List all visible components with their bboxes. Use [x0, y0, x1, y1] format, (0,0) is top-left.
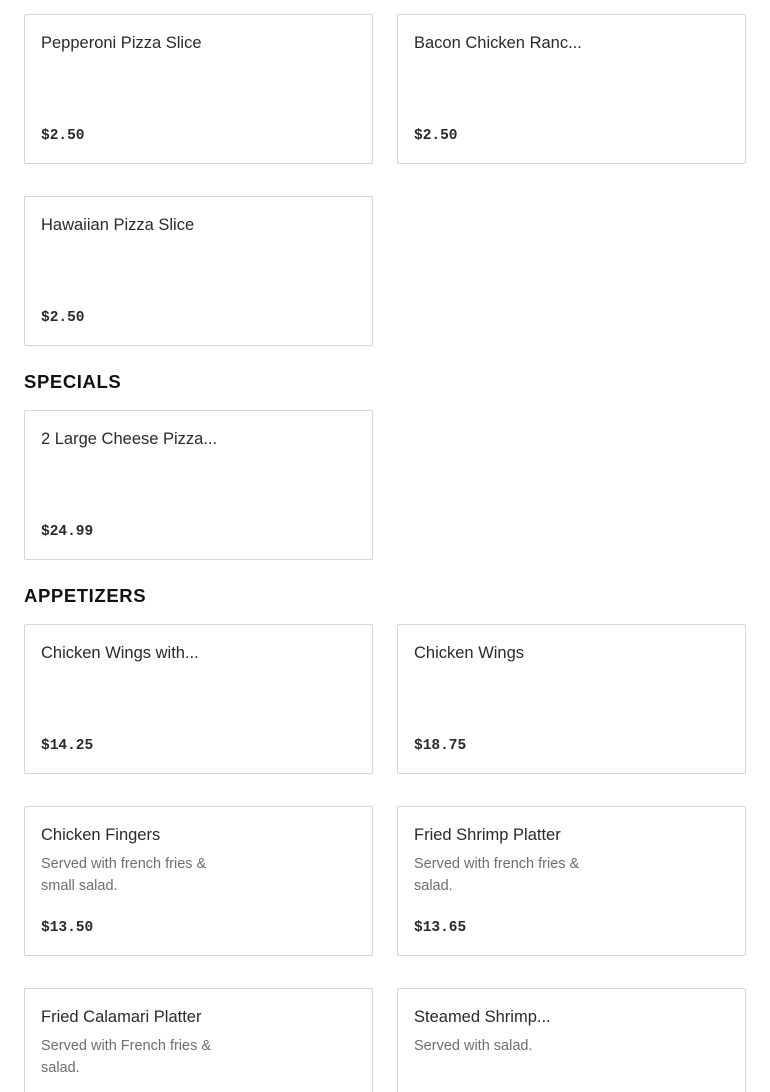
- section-title-specials: SPECIALS: [24, 371, 122, 392]
- item-price: $24.99: [41, 524, 94, 540]
- item-name: Steamed Shrimp...: [414, 1008, 551, 1026]
- menu-item-card[interactable]: [397, 624, 746, 774]
- item-name: 2 Large Cheese Pizza...: [41, 430, 218, 448]
- specials-grid: [24, 410, 746, 560]
- item-description: Served with salad.: [414, 1038, 533, 1054]
- item-name: Chicken Wings: [414, 644, 525, 662]
- item-name: Bacon Chicken Ranc...: [414, 34, 582, 52]
- item-description: Served with French fries & salad.: [41, 1038, 212, 1076]
- section-title-appetizers: APPETIZERS: [24, 585, 147, 606]
- item-name: Chicken Wings with...: [41, 644, 199, 662]
- item-name: Fried Shrimp Platter: [414, 826, 561, 844]
- appetizers-grid: [24, 624, 746, 1092]
- item-price: $2.50: [41, 310, 85, 326]
- item-name: Pepperoni Pizza Slice: [41, 34, 202, 52]
- item-name: Hawaiian Pizza Slice: [41, 216, 195, 234]
- menu-item-card[interactable]: [24, 410, 373, 560]
- item-price: $2.50: [41, 128, 85, 144]
- item-price: $14.25: [41, 738, 94, 754]
- menu-item-card[interactable]: [397, 14, 746, 164]
- pizza-slices-grid: [24, 14, 746, 346]
- menu-item-card[interactable]: [397, 988, 746, 1092]
- item-price: $13.65: [414, 920, 467, 936]
- item-price: $2.50: [414, 128, 458, 144]
- item-name: Chicken Fingers: [41, 826, 161, 844]
- item-price: $18.75: [414, 738, 467, 754]
- menu-item-card[interactable]: [24, 806, 373, 956]
- item-description: Served with french fries & salad.: [414, 856, 580, 894]
- item-name: Fried Calamari Platter: [41, 1008, 202, 1026]
- menu-item-card[interactable]: [24, 988, 373, 1092]
- menu-item-card[interactable]: [397, 806, 746, 956]
- menu-item-card[interactable]: [24, 14, 373, 164]
- menu-item-card[interactable]: [24, 624, 373, 774]
- item-description: Served with french fries & small salad.: [41, 856, 207, 894]
- menu-item-card[interactable]: [24, 196, 373, 346]
- item-price: $13.50: [41, 920, 94, 936]
